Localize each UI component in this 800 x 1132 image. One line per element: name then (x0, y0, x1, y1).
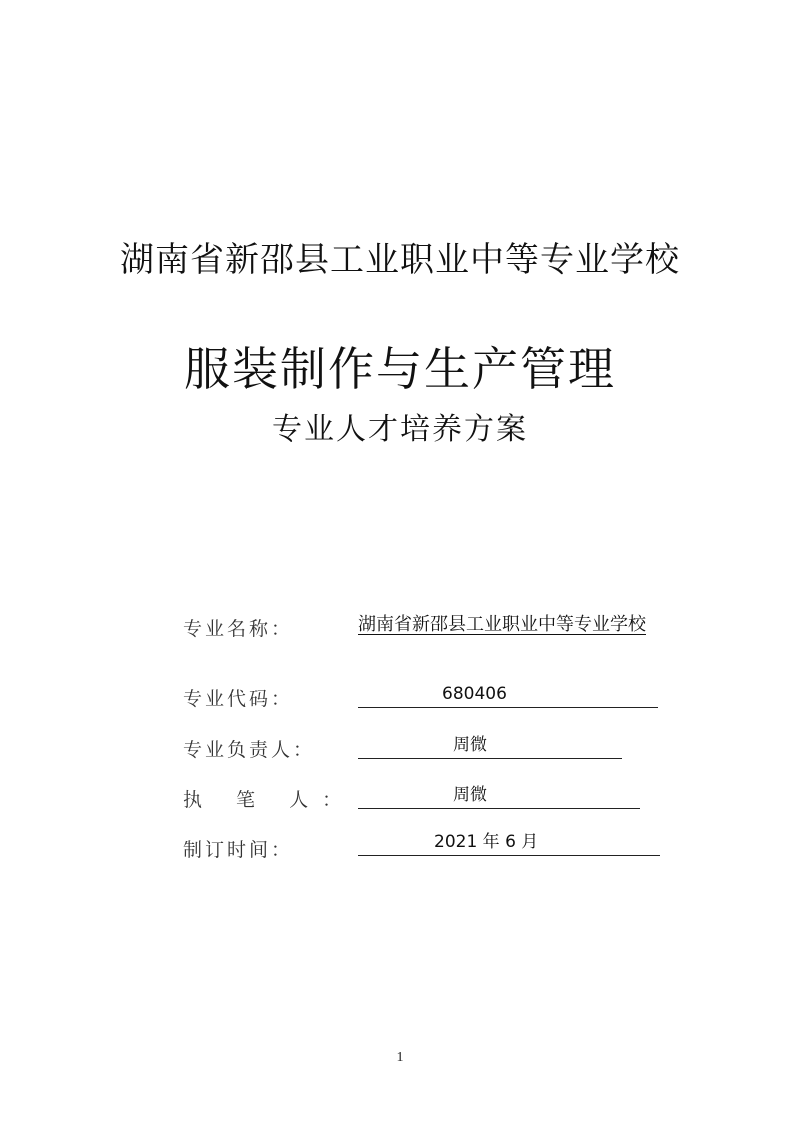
field-value-major-code (358, 681, 658, 708)
field-label-writer: 执 笔 人： (183, 789, 356, 811)
field-value-major-code-text: 680406 (442, 684, 507, 704)
field-value-date (358, 829, 660, 856)
field-label-major-code: 专业代码： (183, 688, 294, 710)
field-label-major-leader: 专业负责人： (183, 739, 316, 761)
field-value-major-name (358, 612, 660, 638)
page-number: 1 (396, 1050, 404, 1065)
field-label-major-name: 专业名称： (183, 618, 294, 640)
field-value-major-leader (358, 732, 622, 759)
major-title: 服装制作与生产管理 (184, 342, 616, 396)
field-value-writer-text: 周微 (453, 785, 487, 805)
field-label-date: 制订时间： (183, 839, 294, 861)
school-title: 湖南省新邵县工业职业中等专业学校 (120, 240, 680, 280)
field-value-major-leader-text: 周微 (453, 735, 487, 755)
field-value-writer (358, 782, 640, 809)
field-value-major-name-text: 湖南省新邵县工业职业中等专业学校 (358, 614, 646, 635)
field-value-date-text: 2021 年 6 月 (434, 832, 539, 852)
plan-title: 专业人才培养方案 (272, 412, 528, 447)
